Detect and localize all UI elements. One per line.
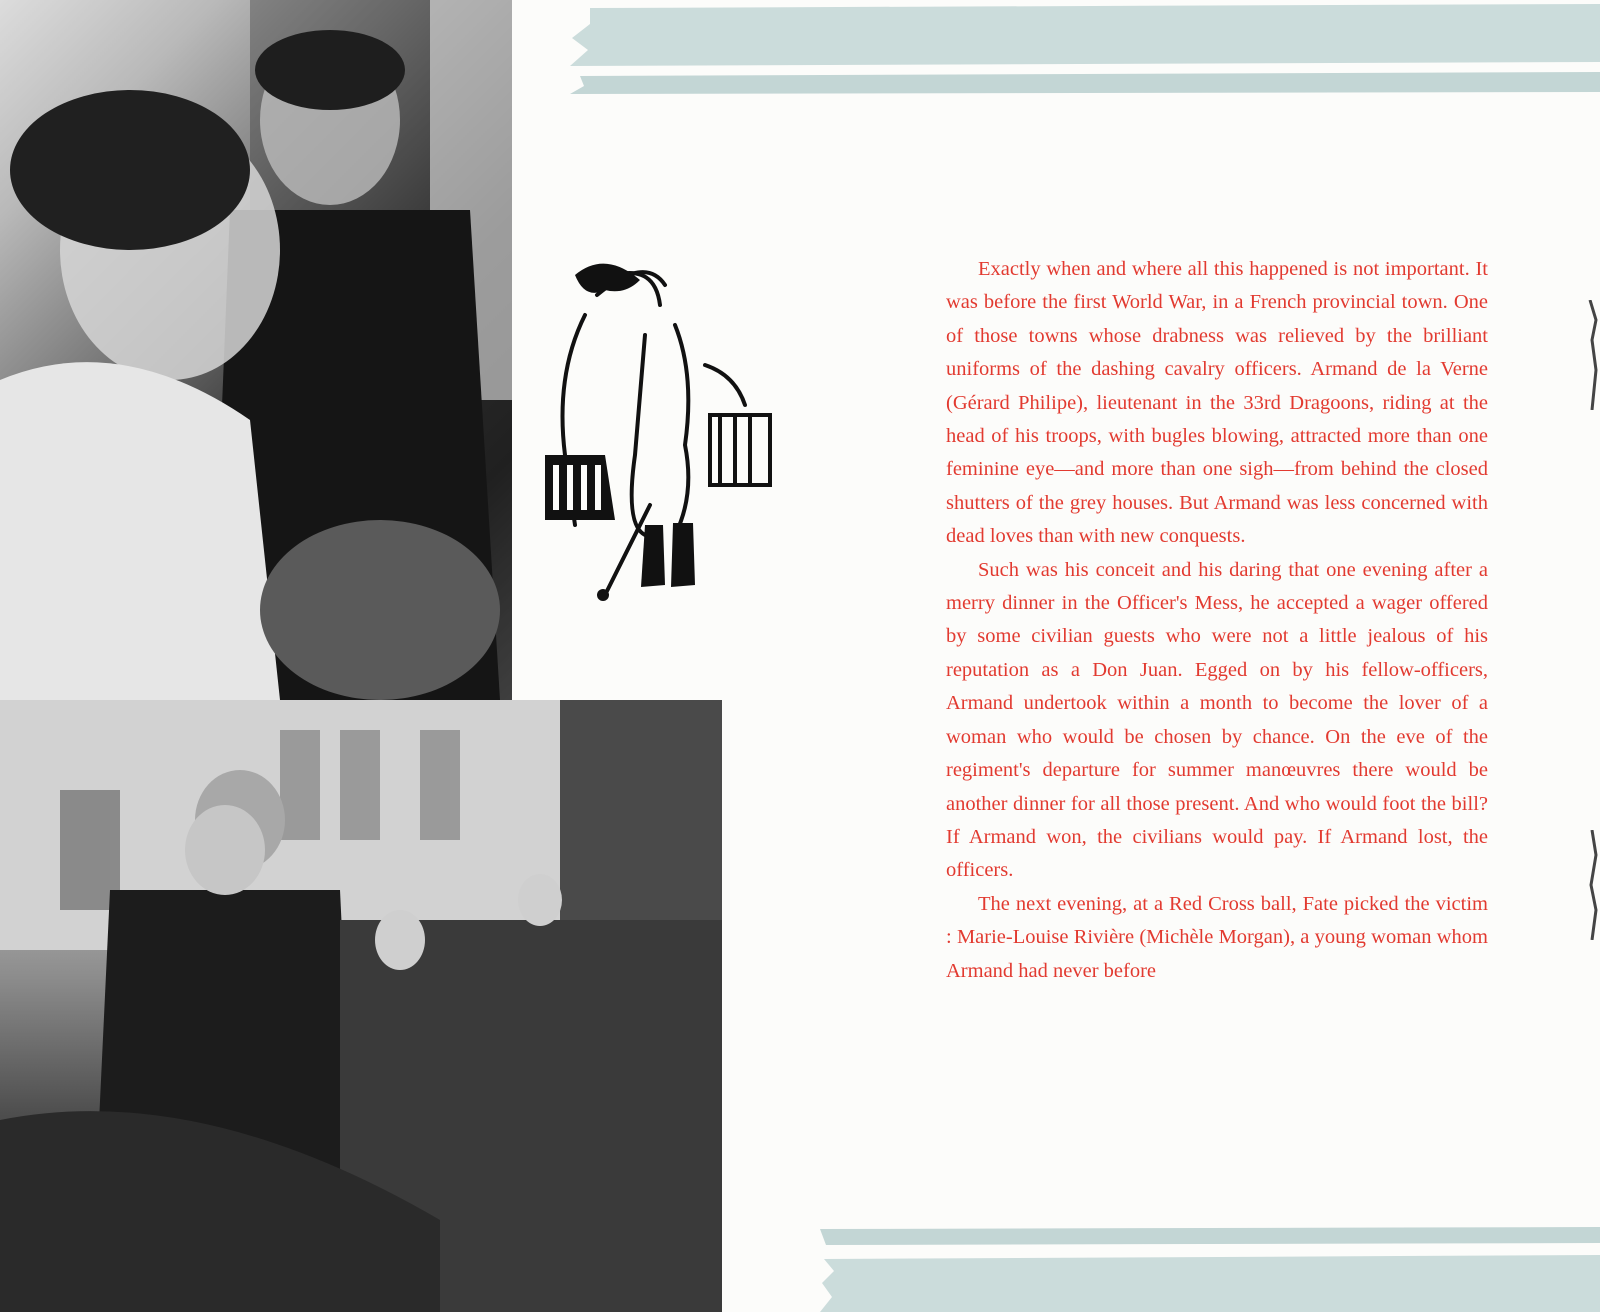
staple-upper xyxy=(1586,300,1600,410)
paragraph-3: The next evening, at a Red Cross ball, Fate picked the victim : Marie-Louise Rivière (Michèle Morgan), a young woman whom Armand had never before xyxy=(946,892,1488,982)
sketch-officer-with-birdcage-icon xyxy=(545,255,790,615)
paragraph-2: Such was his conceit and his daring that one evening after a merry dinner in the Officer's Mess, he accepted a wager offered by some civilian guests who were not a little jealous of his reputation as a Don Juan. Egged on by his fellow-officers, Armand undertook within a month to become the lover of a woman who would be chosen by chance. On the eve of the regiment's departure for summer manœuvres there would be another dinner for all those present. And who would foot the bill? If Armand won, the civilians would pay. If Armand lost, the officers. xyxy=(946,558,1488,882)
paragraph-1: Exactly when and where all this happened is not important. It was before the first World War, in a French provincial town. One of those towns whose drabness was relieved by the brilliant uniforms of the dashing cavalry officers. Armand de la Verne (Gérard Philipe), lieutenant in the 33rd Dragoons, riding at the head of his troops, with bugles blowing, attracted more than one feminine eye—and more than one sigh—from behind the closed shutters of the grey houses. But Armand was less concerned with dead loves than with new conquests. xyxy=(946,258,1488,548)
photo-couple-officer xyxy=(0,0,512,700)
decorative-stripe-bottom xyxy=(820,1225,1600,1312)
staple-lower xyxy=(1586,830,1600,940)
decorative-stripe-top xyxy=(570,0,1600,100)
photo-cavalry-parade xyxy=(0,700,722,1312)
article-text xyxy=(946,253,1488,988)
